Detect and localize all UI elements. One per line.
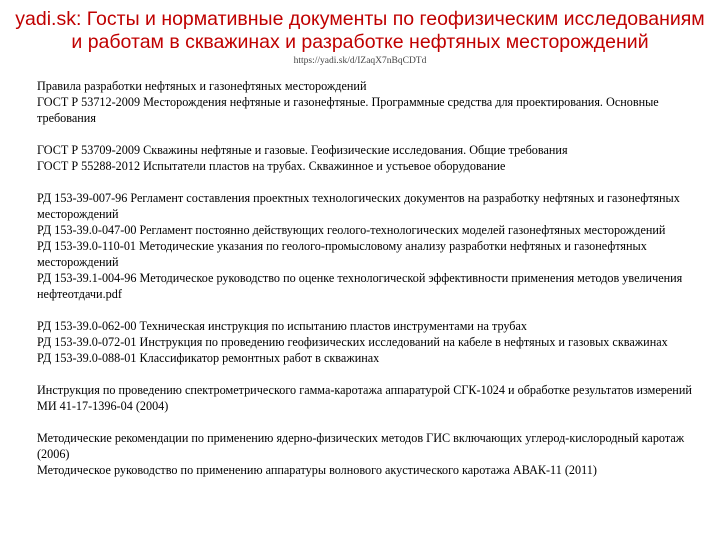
document-entry: Методическое руководство по применению аппаратуры волнового акустического каротажа АВАК-11 (2011): [37, 463, 597, 477]
document-entry: ГОСТ Р 55288-2012 Испытатели пластов на трубах. Скважинное и устьевое оборудование: [37, 159, 506, 173]
document-group: [37, 382, 702, 414]
document-entry: ГОСТ Р 53709-2009 Скважины нефтяные и газовые. Геофизические исследования. Общие требования: [37, 143, 568, 157]
document-group: [37, 430, 702, 478]
document-entry: Методические рекомендации по применению ядерно-физических методов ГИС включающих углерод-кислородный каротаж (2006): [37, 431, 685, 461]
document-entry: Инструкция по проведению спектрометрического гамма-каротажа аппаратурой СГК-1024 и обработке результатов измерений МИ 41-17-1396-04 (2004): [37, 383, 692, 413]
document-entry: ГОСТ Р 53712-2009 Месторождения нефтяные и газонефтяные. Программные средства для проектирования. Основные требования: [37, 95, 659, 125]
slide-title: yadi.sk: Госты и нормативные документы по геофизическим исследованиям и работам в скважинах и разработке нефтяных месторождений: [15, 8, 705, 53]
document-entry: РД 153-39.0-047-00 Регламент постоянно действующих геолого-технологических моделей газонефтяных месторождений: [37, 223, 666, 237]
document-entry: РД 153-39.0-062-00 Техническая инструкция по испытанию пластов инструментами на трубах: [37, 319, 528, 333]
document-entry: РД 153-39.0-072-01 Инструкция по проведению геофизических исследований на кабеле в нефтяных и газовых скважинах: [37, 335, 668, 349]
document-group: [37, 190, 702, 302]
source-url[interactable]: https://yadi.sk/d/IZaqX7nBqCDTd: [293, 56, 427, 66]
document-entry: Правила разработки нефтяных и газонефтяных месторождений: [37, 79, 367, 93]
document-entry: РД 153-39.1-004-96 Методическое руководство по оценке технологической эффективности применения методов увеличения нефтеотдачи.pdf: [37, 271, 683, 301]
document-entry: РД 153-39.0-088-01 Классификатор ремонтных работ в скважинах: [37, 351, 380, 365]
document-group: [37, 318, 702, 366]
document-group: [37, 142, 702, 174]
document-group: [37, 78, 702, 126]
document-entry: РД 153-39-007-96 Регламент составления проектных технологических документов на разработку нефтяных и газонефтяных месторождений: [37, 191, 680, 221]
document-entry: РД 153-39.0-110-01 Методические указания по геолого-промысловому анализу разработки нефтяных и газонефтяных месторождений: [37, 239, 647, 269]
document-list: [37, 78, 702, 478]
